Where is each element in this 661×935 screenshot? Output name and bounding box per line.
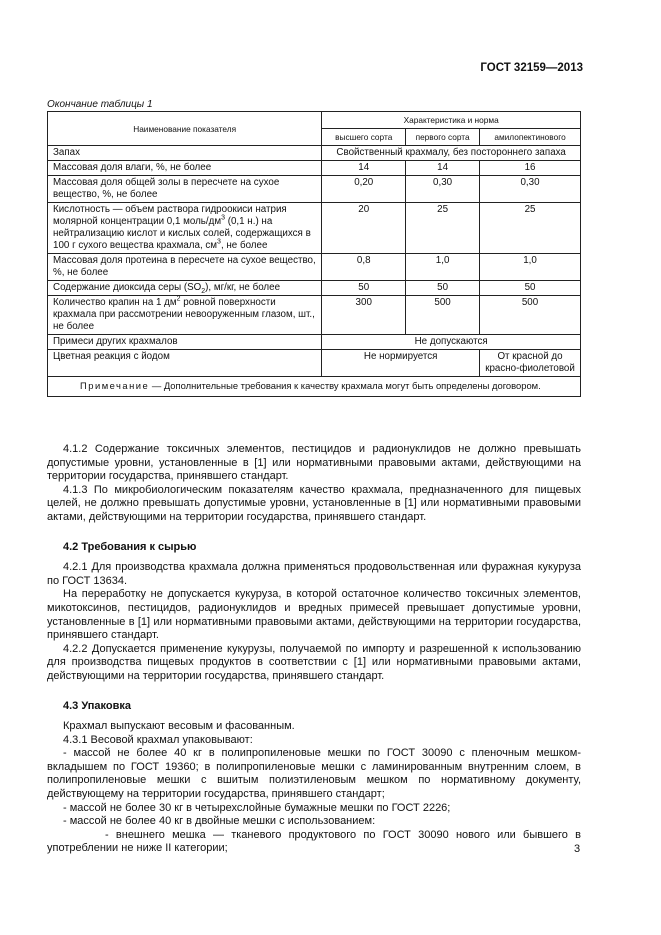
list-item: - массой не более 30 кг в четырехслойные бумажные мешки по ГОСТ 2226; (63, 801, 451, 814)
table-row (48, 146, 581, 161)
row-name-part: ), мг/кг, не более (205, 282, 281, 293)
row-value-grade-1: 50 (322, 281, 406, 296)
row-name: Примеси других крахмалов (48, 335, 322, 350)
row-name-superscript: 3 (221, 214, 225, 222)
document-body (47, 443, 581, 856)
row-name: Массовая доля общей золы в пересчете на сухое вещество, %, не более (48, 176, 322, 203)
column-header-grade-1: высшего сорта (322, 129, 406, 146)
row-value-grade-2: 25 (406, 203, 480, 254)
paragraph-4-2-1: 4.2.1 Для производства крахмала должна применяться продовольственная или фуражная кукуруза по ГОСТ 13634. (47, 561, 581, 587)
row-name (48, 296, 322, 335)
row-value-merged: Не допускаются (322, 335, 581, 350)
table-note-label: Примечание (80, 380, 150, 391)
column-header-group: Характеристика и норма (322, 112, 581, 129)
row-name-part: ровной поверхности крахмала при рассмотрении невооруженным глазом, шт., не более (53, 297, 315, 332)
table-row (48, 296, 581, 335)
row-value-grade-2: 50 (406, 281, 480, 296)
column-header-name: Наименование показателя (48, 112, 322, 146)
table-row (48, 254, 581, 281)
paragraph-4-1-3: 4.1.3 По микробиологическим показателям качество крахмала, предназначенного для пищевых целей, не должно превышать допустимые уровни, установленные в [1] или нормативными правовыми актами, действующими на территории государства, принявшего стандарт. (47, 483, 581, 523)
column-header-grade-3: амилопектинового (480, 129, 581, 146)
table-row (48, 161, 581, 176)
paragraph-4-2-2: 4.2.2 Допускается применение кукурузы, получаемой по импорту и разрешенной к использованию для производства пищевых продуктов в соответствии с [1] или нормативными правовыми актами, действующими на территории государства, принявшего стандарт. (47, 642, 581, 682)
row-value-grade-3: 50 (480, 281, 581, 296)
row-value-grade-1: 14 (322, 161, 406, 176)
row-value-grade-3: 500 (480, 296, 581, 335)
row-value-merged: Свойственный крахмалу, без постороннего запаха (322, 146, 581, 161)
row-value-grade-3: 16 (480, 161, 581, 176)
column-header-grade-2: первого сорта (406, 129, 480, 146)
row-name-part: Содержание диоксида серы (SO (53, 282, 202, 293)
section-heading-4-2: 4.2 Требования к сырью (63, 540, 197, 553)
section-heading-4-3: 4.3 Упаковка (63, 699, 131, 712)
row-name (48, 203, 322, 254)
row-value-grade-1: 300 (322, 296, 406, 335)
row-name-superscript: 3 (217, 238, 221, 246)
row-value-grade-3: 0,30 (480, 176, 581, 203)
table-note-text: — Дополнительные требования к качеству крахмала могут быть определены договором. (149, 380, 541, 391)
specification-table (47, 111, 581, 397)
table-caption: Окончание таблицы 1 (47, 99, 153, 110)
table-note (48, 377, 581, 397)
row-name-superscript: 2 (176, 295, 181, 303)
paragraph-4-2-1-b: На переработку не допускается кукуруза, в которой остаточное количество токсичных элементов, микотоксинов, пестицидов, радионуклидов и вредных примесей превышает допустимые уровни, установленные в [1] или нормативными правовыми актами, действующими на территории государства, принявшего стандарт. (47, 588, 581, 642)
row-name: Массовая доля влаги, %, не более (48, 161, 322, 176)
list-item: - массой не более 40 кг в двойные мешки с использованием: (63, 815, 376, 828)
table-row (48, 350, 581, 377)
row-name-part: Количество крапин на 1 дм (53, 297, 177, 308)
document-standard-number: ГОСТ 32159—2013 (480, 62, 583, 74)
row-value-grade-3: 25 (480, 203, 581, 254)
table-row (48, 176, 581, 203)
row-name: Запах (48, 146, 322, 161)
list-subitem: - внешнего мешка — тканевого продуктового по ГОСТ 30090 нового или бывшего в употреблении не ниже II категории; (47, 828, 581, 855)
row-value-grade-2: 1,0 (406, 254, 480, 281)
row-name: Массовая доля протеина в пересчете на сухое вещество, %, не более (48, 254, 322, 281)
table-row (48, 203, 581, 254)
table-note-row (48, 377, 581, 397)
row-value-grade-2: 0,30 (406, 176, 480, 203)
paragraph-4-3-1: 4.3.1 Весовой крахмал упаковывают: (63, 733, 253, 746)
table-row (48, 335, 581, 350)
row-value-grade-3: От красной до красно-фиолетовой (480, 350, 581, 377)
row-value-merged-grades-1-2: Не нормируется (322, 350, 480, 377)
row-name-subscript: 2 (201, 287, 206, 295)
table-header-row (48, 112, 581, 129)
row-value-grade-1: 0,20 (322, 176, 406, 203)
paragraph-4-1-2: 4.1.2 Содержание токсичных элементов, пестицидов и радионуклидов не должно превышать допустимые уровни, установленные в [1] или нормативными правовыми актами, действующими на территории государства, принявшего стандарт. (47, 443, 581, 483)
row-value-grade-1: 20 (322, 203, 406, 254)
list-item: - массой не более 40 кг в полипропиленовые мешки по ГОСТ 30090 с пленочным мешком-вкладышем по ГОСТ 19360; в полипропиленовые мешки с ламинированным внутренним слоем, в полипропиленовые мешки с вшитым полиэтиленовым мешком по нормативному документу, действующему на территории государства, принявшего стандарт; (47, 747, 581, 801)
row-value-grade-3: 1,0 (480, 254, 581, 281)
row-value-grade-1: 0,8 (322, 254, 406, 281)
row-name-part: Кислотность — объем раствора гидроокиси натрия молярной концентрации 0,1 моль/дм (53, 204, 287, 227)
row-value-grade-2: 14 (406, 161, 480, 176)
row-name (48, 281, 322, 296)
row-name: Цветная реакция с йодом (48, 350, 322, 377)
page-number: 3 (574, 843, 581, 855)
paragraph-4-3-intro: Крахмал выпускают весовым и фасованным. (63, 720, 295, 733)
table-row (48, 281, 581, 296)
row-name-part: , не более (220, 240, 268, 251)
row-name-part: (0,1 н.) на нейтрализацию кислот и кислых солей, содержащихся в 100 г сухого вещества крахмала, см (53, 216, 311, 251)
row-value-grade-2: 500 (406, 296, 480, 335)
